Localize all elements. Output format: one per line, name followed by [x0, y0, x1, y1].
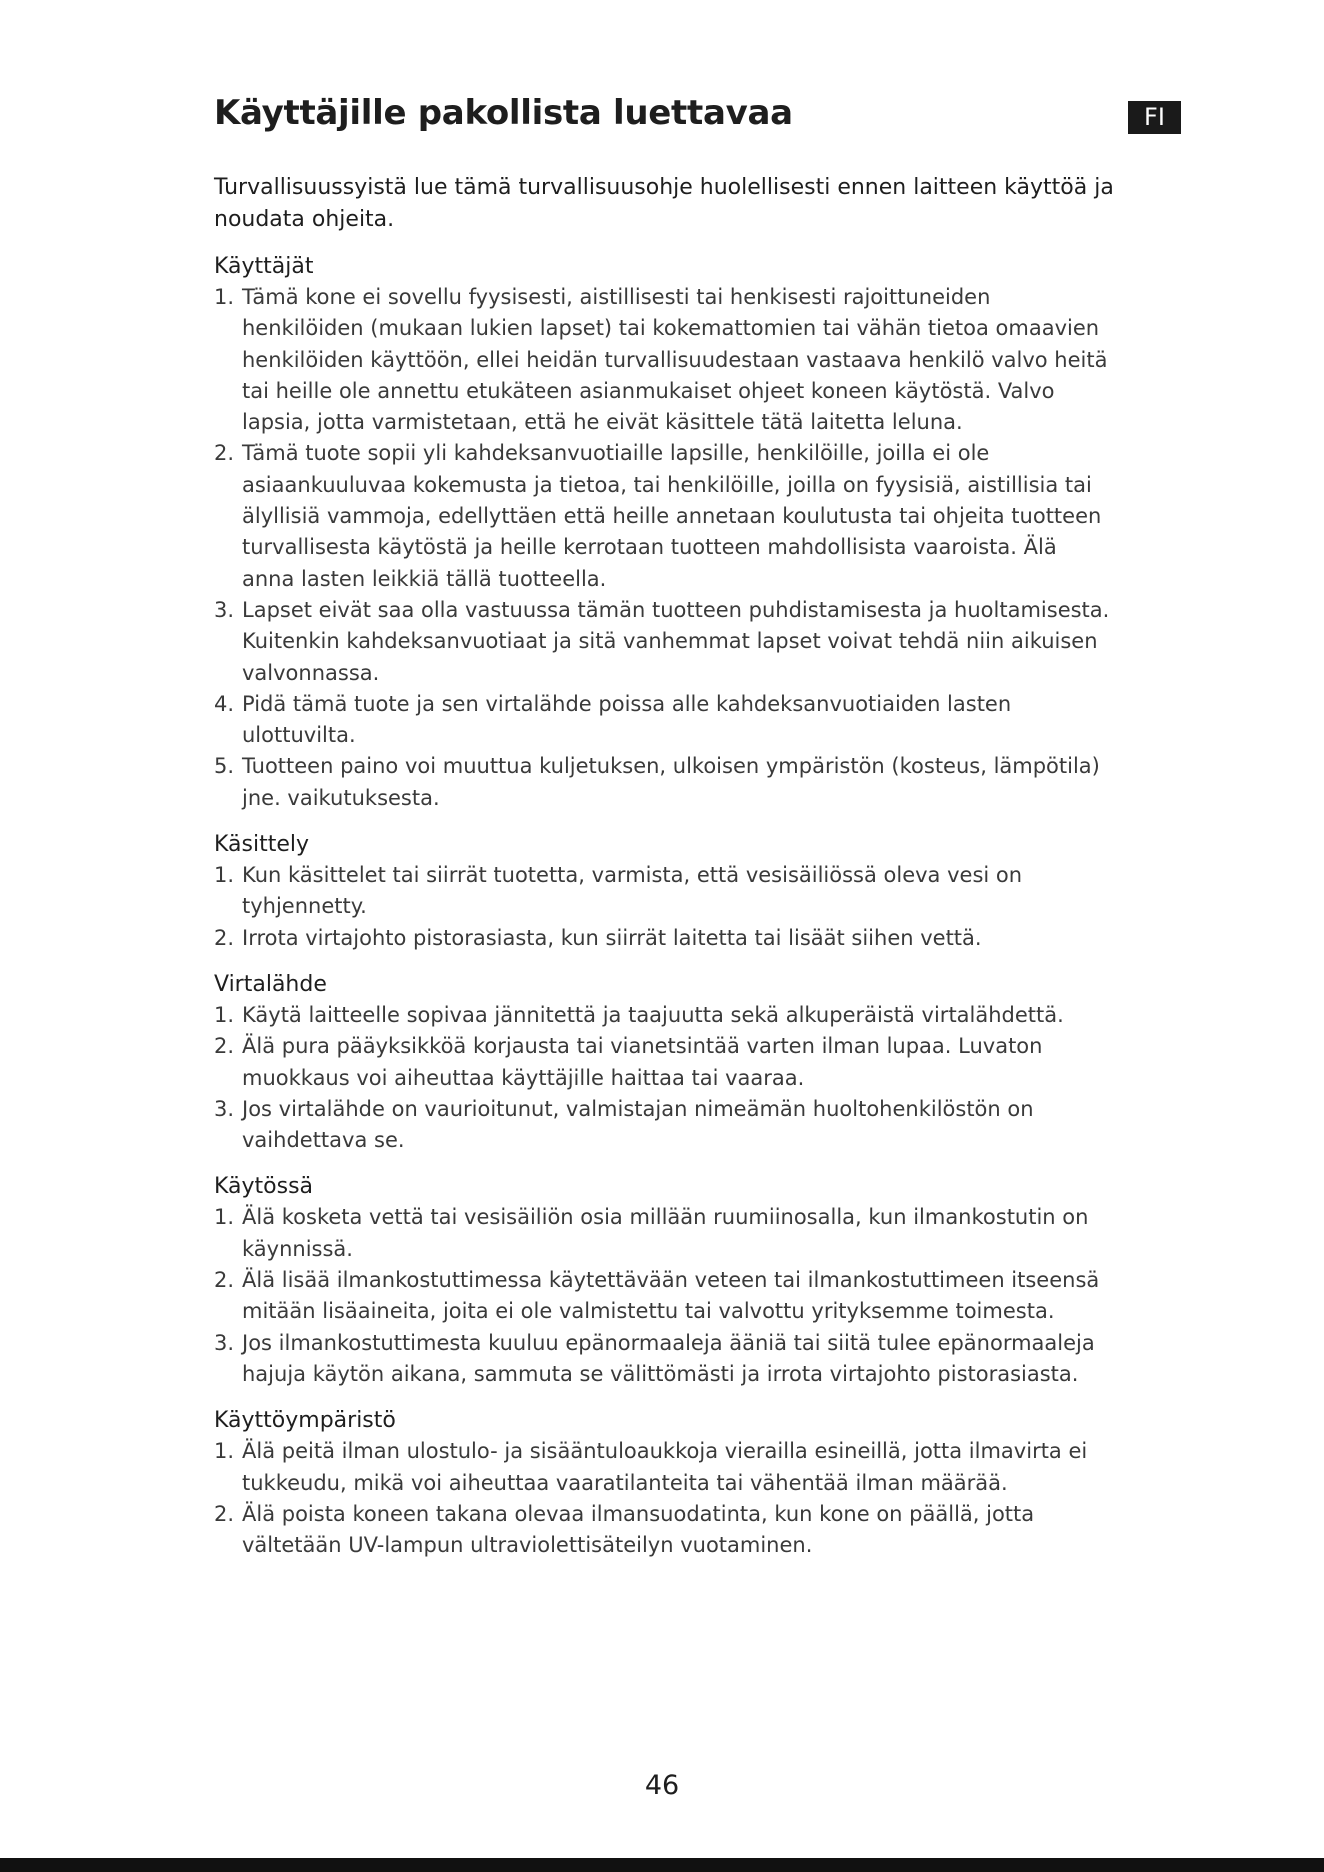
list-item-text: Käytä laitteelle sopivaa jännitettä ja taajuutta sekä alkuperäistä virtalähdettä.	[242, 1002, 1064, 1027]
numbered-list	[214, 282, 1114, 814]
list-item-text: Kun käsittelet tai siirrät tuotetta, varmista, että vesisäiliössä oleva vesi on tyhjennetty.	[242, 863, 1023, 919]
list-item-text: Jos ilmankostuttimesta kuuluu epänormaaleja ääniä tai siitä tulee epänormaaleja hajuja käytön aikana, sammuta se välittömästi ja irrota virtajohto pistorasiasta.	[242, 1330, 1095, 1386]
list-item-number: 2.	[214, 441, 235, 466]
list-item-number: 3.	[214, 597, 235, 622]
section-heading: Virtalähde	[214, 971, 327, 997]
list-item	[214, 860, 1114, 923]
list-item-text: Irrota virtajohto pistorasiasta, kun siirrät laitetta tai lisäät siihen vettä.	[242, 925, 982, 950]
list-item-text: Lapset eivät saa olla vastuussa tämän tuotteen puhdistamisesta ja huoltamisesta. Kuitenkin kahdeksanvuotiaat ja sitä vanhemmat lapset voivat tehdä niin aikuisen valvonnassa.	[242, 597, 1110, 685]
bottom-border	[0, 1858, 1324, 1872]
section	[214, 970, 1114, 1156]
list-item-text: Tämä tuote sopii yli kahdeksanvuotiaille lapsille, henkilöille, joilla ei ole asiaankuuluvaa kokemusta ja tietoa, tai henkilöille, joilla on fyysisiä, aistillisia tai älyllisiä vammoja, edellyttäen että heille annetaan koulutusta tai ohjeita tuotteen turvallisesta käytöstä ja heille kerrotaan tuotteen mahdollisista vaaroista. Älä anna lasten leikkiä tällä tuotteella.	[242, 441, 1102, 591]
list-item-number: 1.	[214, 1205, 235, 1230]
page-title: Käyttäjille pakollista luettavaa	[214, 93, 793, 133]
list-item	[214, 282, 1114, 438]
list-item-number: 2.	[214, 1034, 235, 1059]
list-item	[214, 1499, 1114, 1562]
list-item-text: Pidä tämä tuote ja sen virtalähde poissa alle kahdeksanvuotiaiden lasten ulottuvilta.	[242, 691, 1012, 748]
section-heading: Käsittely	[214, 832, 310, 858]
numbered-list	[214, 1202, 1114, 1390]
section	[214, 830, 1114, 954]
list-item-number: 1.	[214, 1002, 235, 1027]
list-item	[214, 1265, 1114, 1328]
numbered-list	[214, 1000, 1114, 1156]
list-item-number: 2.	[214, 1501, 235, 1526]
list-item	[214, 689, 1114, 752]
list-item-text: Älä poista koneen takana olevaa ilmansuodatinta, kun kone on päällä, jotta vältetään UV-lampun ultraviolettisäteilyn vuotaminen.	[242, 1501, 1035, 1558]
section-heading: Käyttäjät	[214, 254, 314, 279]
list-item-number: 4.	[214, 691, 235, 716]
list-item-number: 3.	[214, 1096, 235, 1121]
list-item-text: Jos virtalähde on vaurioitunut, valmistajan nimeämän huoltohenkilöstön on vaihdettava se.	[242, 1096, 1034, 1153]
list-item	[214, 1202, 1114, 1265]
section	[214, 252, 1114, 814]
document-body	[214, 172, 1114, 1577]
list-item-text: Älä kosketa vettä tai vesisäiliön osia millään ruumiinosalla, kun ilmankostutin on käynnissä.	[242, 1205, 1089, 1261]
list-item-text: Älä peitä ilman ulostulo- ja sisääntuloaukkoja vierailla esineillä, jotta ilmavirta ei tukkeudu, mikä voi aiheuttaa vaaratilanteita tai vähentää ilman määrää.	[242, 1439, 1088, 1495]
list-item-number: 1.	[214, 285, 235, 309]
list-item-number: 5.	[214, 754, 235, 779]
list-item	[214, 595, 1114, 689]
list-item-number: 3.	[214, 1330, 235, 1355]
list-item-text: Tämä kone ei sovellu fyysisesti, aistillisesti tai henkisesti rajoittuneiden henkilöiden (mukaan lukien lapset) tai kokemattomien tai vähän tietoa omaavien henkilöiden käyttöön, ellei heidän turvallisuudestaan vastaava henkilö valvo heitä tai heille ole annettu etukäteen asianmukaiset ohjeet koneen käytöstä. Valvo lapsia, jotta varmistetaan, että he eivät käsittele tätä laitetta leluna.	[242, 285, 1108, 435]
section-heading: Käyttöympäristö	[214, 1408, 396, 1434]
language-badge: FI	[1128, 101, 1181, 134]
numbered-list	[214, 860, 1114, 954]
page-number: 46	[644, 1770, 680, 1801]
list-item-number: 1.	[214, 863, 235, 888]
list-item	[214, 751, 1114, 814]
section	[214, 1406, 1114, 1561]
list-item-text: Älä lisää ilmankostuttimessa käytettävään veteen tai ilmankostuttimeen itseensä mitään lisäaineita, joita ei ole valmistettu tai valvottu yrityksemme toimesta.	[242, 1268, 1100, 1324]
list-item	[214, 438, 1114, 594]
list-item	[214, 1328, 1114, 1391]
list-item-number: 2.	[214, 925, 235, 950]
intro-paragraph: Turvallisuussyistä lue tämä turvallisuusohje huolellisesti ennen laitteen käyttöä ja noudata ohjeita.	[214, 175, 1114, 232]
sections-container	[214, 252, 1114, 1561]
list-item	[214, 1436, 1114, 1499]
list-item	[214, 1094, 1114, 1157]
section	[214, 1172, 1114, 1390]
section-heading: Käytössä	[214, 1174, 314, 1200]
list-item-text: Älä pura pääyksikköä korjausta tai vianetsintää varten ilman lupaa. Luvaton muokkaus voi aiheuttaa käyttäjille haittaa tai vaaraa.	[242, 1034, 1043, 1090]
list-item	[214, 1000, 1114, 1031]
list-item	[214, 1031, 1114, 1094]
list-item-text: Tuotteen paino voi muuttua kuljetuksen, ulkoisen ympäristön (kosteus, lämpötila) jne. vaikutuksesta.	[242, 754, 1100, 810]
list-item-number: 1.	[214, 1439, 235, 1464]
list-item-number: 2.	[214, 1268, 235, 1293]
list-item	[214, 923, 1114, 954]
numbered-list	[214, 1436, 1114, 1561]
